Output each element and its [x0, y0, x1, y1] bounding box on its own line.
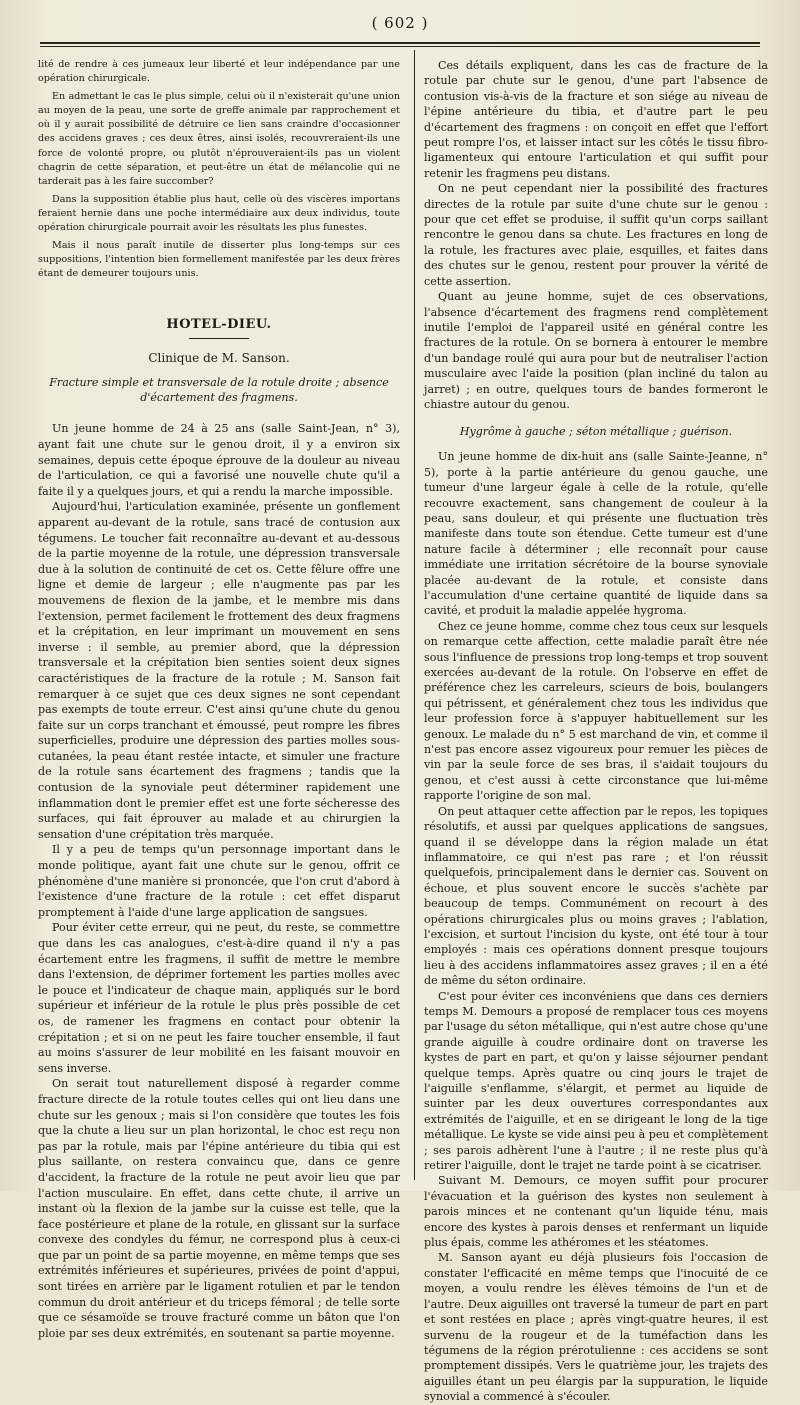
article-paragraph: Pour éviter cette erreur, qui ne peut, du reste, se commettre que dans les cas analogues, c'est-à-dire quand il n'y a pas écartement entre les fragmens, il suffit de mettre le membre dans l'extension, de déprimer fortement les parties molles avec le pouce et l'indicateur de chaque main, appliqués sur le bord supérieur et inférieur de la rotule le plus près possible de cet os, de ramener les fragmens en contact pour obtenir la crépitation ; et si on ne peut les faire toucher ensemble, il faut au moins s'assurer de leur mobilité en les faisant mouvoir en sens inverse.: [38, 921, 400, 1075]
column-divider: [414, 50, 415, 1180]
article-paragraph: Quant au jeune homme, sujet de ces observations, l'absence d'écartement des fragmens rend complètement inutile l'emploi de l'appareil usité en général contre les fractures de la rotule. On se bornera à entourer le membre d'un bandage roulé qui aura pour but de neutraliser l'action musculaire avec l'aide la position (plan incliné du talon au jarret) ; en outre, quelques tours de bandes formeront le chiastre autour du genou.: [424, 290, 768, 411]
case-title: Fracture simple et transversale de la rotule droite ; absence d'écartement des fragmens.: [49, 376, 389, 405]
article-paragraph: Un jeune homme de 24 à 25 ans (salle Saint-Jean, n° 3), ayant fait une chute sur le genou droit, il y a environ six semaines, depuis cette époque éprouve de la douleur au niveau de l'articulation, ce qui a favorisé une nouvelle chute qu'il a faite il y a quelques jours, et qui a rendu la marche impossible.: [38, 422, 400, 498]
page-number: ( 602 ): [371, 14, 429, 32]
section-title: HOTEL-DIEU.: [166, 317, 272, 333]
article-paragraph: On ne peut cependant nier la possibilité des fractures directes de la rotule par suite d'une chute sur le genou : pour que cet effet se produise, il suffit qu'un corps saillant rencontre le genou dans sa chute. Les fractures en long de la rotule, les fractures avec plaie, esquilles, et faites dans des chutes sur le genou, restent pour prouver la vérité de cette assertion.: [424, 182, 768, 288]
article-paragraph: Suivant M. Demours, ce moyen suffit pour procurer l'évacuation et la guérison des kystes non seulement à parois minces et ne contenant qu'un liquide ténu, mais encore des kystes à parois denses et renfermant un liquide plus épais, comme les athéromes et les stéatomes.: [424, 1174, 768, 1250]
header-rule: [40, 42, 760, 44]
article-paragraph: Chez ce jeune homme, comme chez tous ceux sur lesquels on remarque cette affection, cette maladie paraît être née sous l'influence de pressions trop long-temps et trop souvent exercées au-devant de la rotule. On l'observe en effet de préférence chez les carreleurs, scieurs de bois, boulangers qui pétrissent, et généralement chez tous les individus que leur profession force à s'appuyer habituellement sur les genoux. Le malade du n° 5 est marchand de vin, et comme il n'est pas encore assez vigoureux pour remuer les pièces de vin par la seule force de ses bras, il s'aidait toujours du genou, et c'est aussi à cette circonstance que lui-même rapporte l'origine de son mal.: [424, 619, 768, 803]
intro-paragraph: Mais il nous paraît inutile de disserter plus long-temps sur ces suppositions, l'intention bien formellement manifestée par les deux frères étant de demeurer toujours unis.: [38, 240, 400, 280]
intro-paragraph: En admettant le cas le plus simple, celui où il n'existerait qu'une union au moyen de la peau, une sorte de greffe animale par rapprochement et où il y aurait possibilité de détruire ce lien sans craindre d'occasionner des accidens graves ; ces deux êtres, ainsi isolés, recouvreraient-ils une force de volonté propre, ou plutôt n'éprouveraient-ils pas un violent chagrin de cette séparation, et peut-être un état de mélancolie qui ne tarderait pas à les faire succomber?: [38, 91, 400, 187]
header-rule-thin: [40, 46, 760, 47]
article-paragraph: On serait tout naturellement disposé à regarder comme fracture directe de la rotule toutes celles qui ont lieu dans une chute sur les genoux ; mais si l'on considère que toutes les fois que la chute a lieu sur un plan horizontal, le choc est reçu non pas par la rotule, mais par l'épine antérieure du tibia qui est plus saillante, on restera convaincu que, dans ce genre d'accident, la fracture de la rotule ne peut avoir lieu que par l'action musculaire. En effet, dans cette chute, il arrive un instant où la flexion de la jambe sur la cuisse est telle, que la face postérieure et plane de la rotule, en glissant sur la surface convexe des condyles du fémur, ne correspond plus à ceux-ci que par un point de sa partie moyenne, en même temps que ses extrémités inférieures et supérieures, privées de point d'appui, sont tirées en arrière par le ligament rotulien et par le tendon commun du droit antérieur et du triceps fémoral ; de telle sorte que ce sésamoïde se trouve fracturé comme un bâton que l'on ploie par ses deux extrémités, en soutenant sa partie moyenne.: [38, 1077, 400, 1340]
left-column: [38, 58, 400, 1340]
article-paragraph: C'est pour éviter ces inconvéniens que dans ces derniers temps M. Demours a proposé de remplacer tous ces moyens par l'usage du séton métallique, qui n'est autre chose qu'une grande aiguille à coudre ordinaire dont on traverse les kystes de part en part, et qu'on y laisse séjourner pendant quelque temps. Après quatre ou cinq jours le trajet de l'aiguille s'enflamme, s'élargit, et permet au liquide de suinter par les deux ouvertures correspondantes aux extrémités de l'aiguille, et en se dirigeant le long de la tige métallique. Le kyste se vide ainsi peu à peu et complètement ; ses parois adhèrent l'une à l'autre ; il ne reste plus qu'à retirer l'aiguille, dont le trajet ne tarde point à se cicatriser.: [424, 989, 768, 1173]
article-paragraph: Il y a peu de temps qu'un personnage important dans le monde politique, ayant fait une chute sur le genou, offrit ce phénomène d'une manière si prononcée, que l'on crut d'abord à l'existence d'une fracture de la rotule : cet effet disparut promptement à l'aide d'une large application de sangsues.: [38, 843, 400, 919]
section-title-underline: [189, 338, 249, 339]
article-paragraph: Un jeune homme de dix-huit ans (salle Sainte-Jeanne, n° 5), porte à la partie antérieure du genou gauche, une tumeur d'une largeur égale à celle de la rotule, qu'elle recouvre exactement, sans changement de couleur à la peau, sans douleur, et qui présente une fluctuation très manifeste dans toute son étendue. Cette tumeur est d'une nature facile à déterminer ; elle reconnaît pour cause immédiate une irritation sécrétoire de la bourse synoviale placée au-devant de la rotule, et consiste dans l'accumulation d'une certaine quantité de liquide dans sa cavité, et produit la maladie appelée hygroma.: [424, 450, 768, 618]
article-paragraph: Ces détails expliquent, dans les cas de fracture de la rotule par chute sur le genou, d'une part l'absence de contusion vis-à-vis de la fracture et son siége au niveau de l'épine antérieure du tibia, et d'autre part le peu d'écartement des fragmens : on conçoit en effet que l'effort peut rompre l'os, et laisser intact sur les côtés le tissu fibro-ligamenteux qui entoure l'articulation et qui suffit pour retenir les fragmens peu distans.: [424, 59, 768, 180]
clinic-subtitle: Clinique de M. Sanson.: [148, 351, 290, 366]
right-column: [424, 58, 768, 1404]
intro-paragraph: Dans la supposition établie plus haut, celle où des viscères importans feraient hernie dans une poche intermédiaire aux deux individus, toute opération chirurgicale pourrait avoir les résultats les plus funestes.: [38, 193, 400, 234]
article-paragraph: Aujourd'hui, l'articulation examinée, présente un gonflement apparent au-devant de la rotule, sans tracé de contusion aux tégumens. Le toucher fait reconnaître au-devant et au-dessous de la partie moyenne de la rotule, une dépression transversale due à la solution de continuité de cet os. Cette fêlure offre une ligne et demie de largeur ; elle n'augmente pas par les mouvemens de flexion de la jambe, et le membre mis dans l'extension, permet facilement le frottement des deux fragmens et la crépitation, en leur imprimant un mouvement en sens inverse : il semble, au premier abord, que la dépression transversale et la crépitation bien senties soient deux signes caractéristiques de la fracture de la rotule ; M. Sanson fait remarquer à ce sujet que ces deux signes ne sont cependant pas exempts de toute erreur. C'est ainsi qu'une chute du genou faite sur un corps tranchant et émoussé, peut rompre les fibres superficielles, produire une dépression des parties molles sous-cutanées, la peau étant restée intacte, et simuler une fracture de la rotule sans écartement des fragmens ; tandis que la contusion de la synoviale peut déterminer rapidement une inflammation dont le premier effet est une forte sécheresse des surfaces, qui fait éprouver au malade et au chirurgien la sensation d'une crépitation très marquée.: [38, 500, 400, 841]
intro-paragraph: lité de rendre à ces jumeaux leur liberté et leur indépendance par une opération chirurgicale.: [38, 59, 400, 85]
case-title: Hygrôme à gauche ; séton métallique ; guérison.: [459, 425, 733, 439]
article-paragraph: On peut attaquer cette affection par le repos, les topiques résolutifs, et aussi par quelques applications de sangsues, quand il se développe dans la région malade un état inflammatoire, ce qui n'est pas rare ; et l'on réussit quelquefois, principalement dans le dernier cas. Souvent on échoue, et plus souvent encore le succès s'achète par beaucoup de temps. Communément on recourt à des opérations chirurgicales plus ou moins graves ; l'ablation, l'excision, et surtout l'incision du kyste, ont été tour à tour employés : mais ces opérations donnent presque toujours lieu à des accidens inflammatoires assez graves ; il en a été de même du séton ordinaire.: [424, 804, 768, 988]
article-paragraph: M. Sanson ayant eu déjà plusieurs fois l'occasion de constater l'efficacité en même temps que l'inocuité de ce moyen, a voulu rendre les élèves témoins de l'un et de l'autre. Deux aiguilles ont traversé la tumeur de part en part et sont restées en place ; après vingt-quatre heures, il est survenu de la rougeur et de la tuméfaction dans les tégumens de la région prérotulienne : ces accidens se sont promptement dissipés. Vers le quatrième jour, les trajets des aiguilles étant un peu élargis par la suppuration, le liquide synovial a commencé à s'écouler.: [424, 1251, 768, 1404]
